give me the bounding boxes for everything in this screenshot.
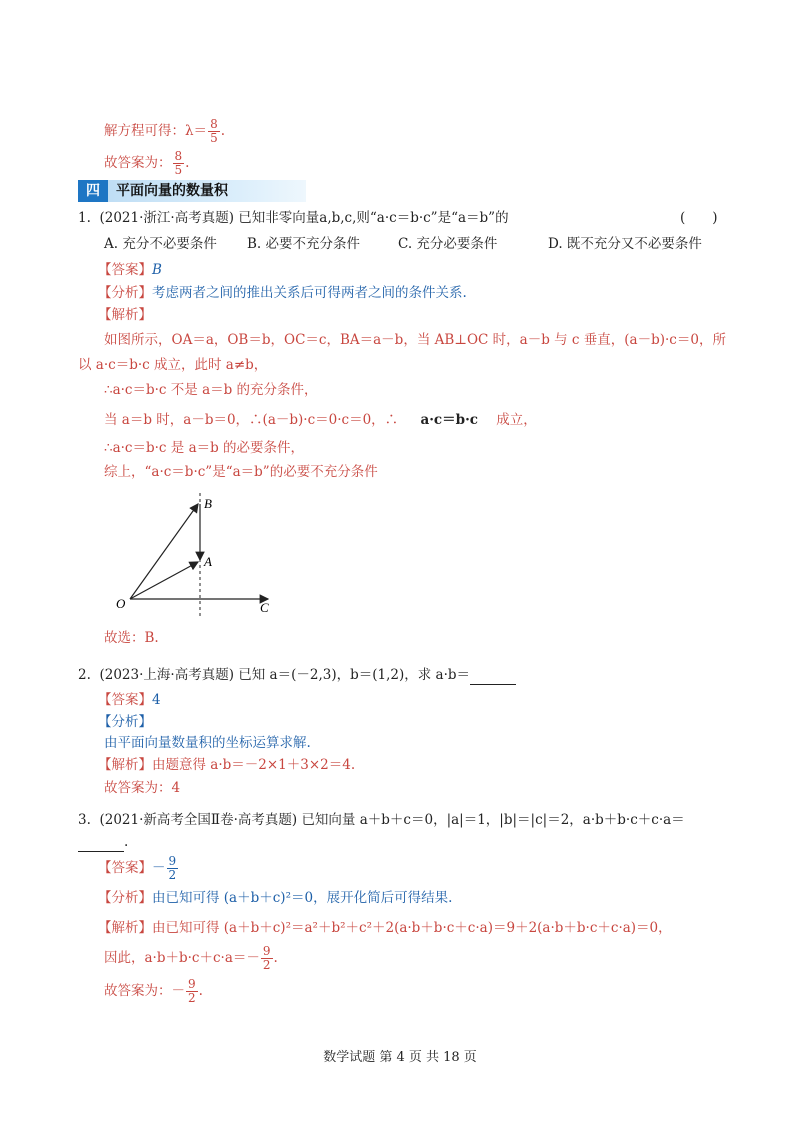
q1-solution-line-3: ∴a·c＝b·c 不是 a＝b 的充分条件， (104, 382, 318, 398)
q3-answer-line: 【答案】－ $\frac{9}{2}$ (98, 854, 177, 882)
vector-oa (130, 562, 198, 599)
solve-equation-line: 解方程可得：λ＝ $\frac{8}{5}$ . (104, 117, 225, 145)
q1-solution-tag: 【解析】 (98, 307, 152, 323)
fraction-8-5: $\frac{8}{5}$ (210, 117, 218, 145)
analysis-tag: 【分析】 (98, 285, 152, 301)
q2-stem: 2. (2023·上海·高考真题) 已知 a＝(－2,3)，b＝(1,2)，求 a·b＝ (78, 665, 516, 685)
label-c: C (260, 600, 269, 615)
q3-text: 已知向量 a＋b＋c＝0，|a|＝1，|b|＝|c|＝2，a·b＋b·c＋c·a＝ (301, 812, 685, 828)
q1-choose-line: 故选：B. (104, 630, 159, 646)
q3-solution-line: 【解析】由已知可得 (a＋b＋c)²＝a²＋b²＋c²＋2(a·b＋b·c＋c·a)＝9＋2(a·b＋b·c＋c·a)＝0， (98, 920, 672, 936)
q2-answer-line: 【答案】4 (98, 692, 161, 708)
label-b: B (204, 496, 212, 511)
q1-stem: 1. (2021·浙江·高考真题) 已知非零向量a,b,c,则“a·c＝b·c”是“a＝b”的 (78, 210, 509, 226)
q1-option-c: C. 充分必要条件 (398, 236, 498, 252)
q3-solution-text: 由已知可得 (a＋b＋c)²＝a²＋b²＋c²＋2(a·b＋b·c＋c·a)＝9＋2(a·b＋b·c＋c·a)＝0， (152, 920, 672, 936)
q2-text: 已知 a＝(－2,3)，b＝(1,2)，求 a·b＝ (238, 667, 471, 683)
answer-tag: 【答案】 (98, 262, 152, 278)
q1-solution-line-5: ∴a·c＝b·c 是 a＝b 的必要条件， (104, 440, 305, 456)
fraction-8-5-answer: $\frac{8}{5}$ (174, 149, 183, 177)
q2-final-answer: 故答案为：4 (104, 780, 181, 796)
q3-analysis-line: 【分析】由已知可得 (a＋b＋c)²＝0，展开化简后可得结果. (98, 890, 453, 906)
page-footer: 数学试题 第 4 页 共 18 页 (323, 1050, 477, 1065)
q2-analysis-tag: 【分析】 (98, 714, 152, 730)
section-number-tag: 四 (78, 180, 108, 202)
q1-solution-line-1: 如图所示，OA＝a，OB＝b，OC＝c，BA＝a－b，当 AB⊥OC 时，a－b 与 c 垂直，(a－b)·c＝0，所 (104, 332, 726, 348)
q2-answer-value: 4 (152, 692, 161, 708)
q1-option-a: A. 充分不必要条件 (104, 236, 217, 252)
q1-paren: ( ) (680, 210, 718, 226)
vector-ob (130, 504, 198, 599)
q1-solution-line-6: 综上，“a·c＝b·c”是“a＝b”的必要不充分条件 (104, 464, 378, 480)
q3-source: (2021·新高考全国Ⅱ卷·高考真题) (99, 812, 298, 828)
q2-source: (2023·上海·高考真题) (99, 667, 234, 683)
label-o: O (116, 596, 126, 611)
q1-solution-line-4: 当 a＝b 时，a－b＝0，∴(a－b)·c＝0·c＝0，∴ a·c＝b·c 成立， (104, 412, 537, 428)
q1-analysis-text: 考虑两者之间的推出关系后可得两者之间的条件关系. (152, 285, 467, 301)
q3-analysis-text: 由已知可得 (a＋b＋c)²＝0，展开化简后可得结果. (152, 890, 453, 906)
q1-option-b: B. 必要不充分条件 (247, 236, 361, 252)
solve-equation-text: 解方程可得：λ＝ (104, 123, 208, 139)
q3-answer-blank (78, 837, 124, 852)
q1-option-d: D. 既不充分又不必要条件 (548, 236, 702, 252)
q1-analysis-line (98, 283, 467, 303)
q3-final-answer: 故答案为：－ $\frac{9}{2}$ . (104, 977, 203, 1005)
q2-solution-line: 【解析】由题意得 a·b＝－2×1＋3×2＝4. (98, 757, 356, 773)
q1-solution-line-2: 以 a·c＝b·c 成立，此时 a≠b， (78, 357, 268, 373)
label-a: A (204, 554, 212, 569)
answer-line-top: 故答案为： $\frac{8}{5}$ . (104, 149, 190, 177)
q1-answer-line (98, 260, 162, 280)
q1-answer-value: B (152, 262, 162, 278)
q2-solution-text: 由题意得 a·b＝－2×1＋3×2＝4. (152, 757, 356, 773)
q3-answer-blank-line: . (78, 832, 128, 852)
q1-source: (2021·浙江·高考真题) (99, 210, 234, 226)
q3-answer-fraction: $\frac{9}{2}$ (168, 854, 177, 882)
q1-text: 已知非零向量a,b,c,则“a·c＝b·c”是“a＝b”的 (238, 210, 509, 226)
vector-diagram (110, 488, 290, 623)
answer-label: 故答案为： (104, 155, 172, 171)
q2-answer-blank (470, 670, 516, 685)
q3-stem: 3. (2021·新高考全国Ⅱ卷·高考真题) 已知向量 a＋b＋c＝0，|a|＝1，|b|＝|c|＝2，a·b＋b·c＋c·a＝ (78, 812, 685, 828)
q2-analysis-text: 由平面向量数量积的坐标运算求解. (104, 735, 311, 751)
q1-inline-formula: a·c＝b·c (420, 412, 478, 428)
q3-solution-line-2: 因此，a·b＋b·c＋c·a＝－ $\frac{9}{2}$ . (104, 944, 278, 972)
section-title: 平面向量的数量积 (116, 183, 228, 199)
